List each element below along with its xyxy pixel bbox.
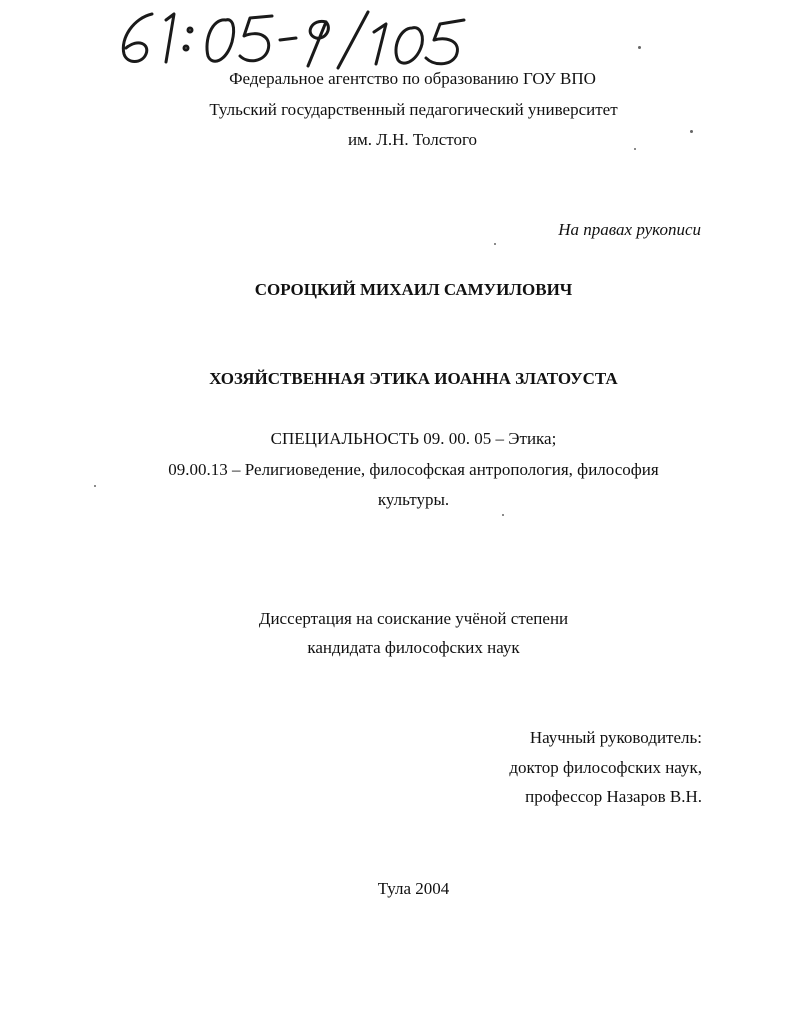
specialty-line-2: 09.00.13 – Религиоведение, философская антропология, философия (168, 460, 659, 479)
specialty-line-1: СПЕЦИАЛЬНОСТЬ 09. 00. 05 – Этика; (270, 429, 557, 448)
dissertation-line-1: Диссертация на соискание учёной степени (258, 609, 569, 628)
author-name: СОРОЦКИЙ МИХАИЛ САМУИЛОВИЧ (254, 280, 573, 299)
named-after-line: им. Л.Н. Толстого (347, 130, 478, 149)
scan-speck (502, 514, 504, 516)
specialty-line-3: культуры. (377, 490, 450, 509)
agency-line: Федеральное агентство по образованию ГОУ ВПО (229, 69, 596, 88)
city-year: Тула 2004 (377, 879, 450, 898)
scan-speck (638, 46, 641, 49)
university-line: Тульский государственный педагогический университет (209, 100, 618, 119)
supervisor-degree: доктор философских наук, (509, 758, 702, 777)
dissertation-line-2: кандидата философских наук (307, 638, 520, 657)
scan-speck (94, 485, 96, 487)
handwritten-archive-code (112, 6, 472, 72)
supervisor-label: Научный руководитель: (529, 728, 702, 747)
supervisor-name: профессор Назаров В.Н. (525, 787, 702, 806)
scan-speck (634, 148, 636, 150)
scan-speck (690, 130, 693, 133)
dissertation-title: ХОЗЯЙСТВЕННАЯ ЭТИКА ИОАННА ЗЛАТОУСТА (209, 369, 618, 388)
scan-speck (494, 243, 496, 245)
manuscript-note: На правах рукописи (558, 220, 701, 239)
